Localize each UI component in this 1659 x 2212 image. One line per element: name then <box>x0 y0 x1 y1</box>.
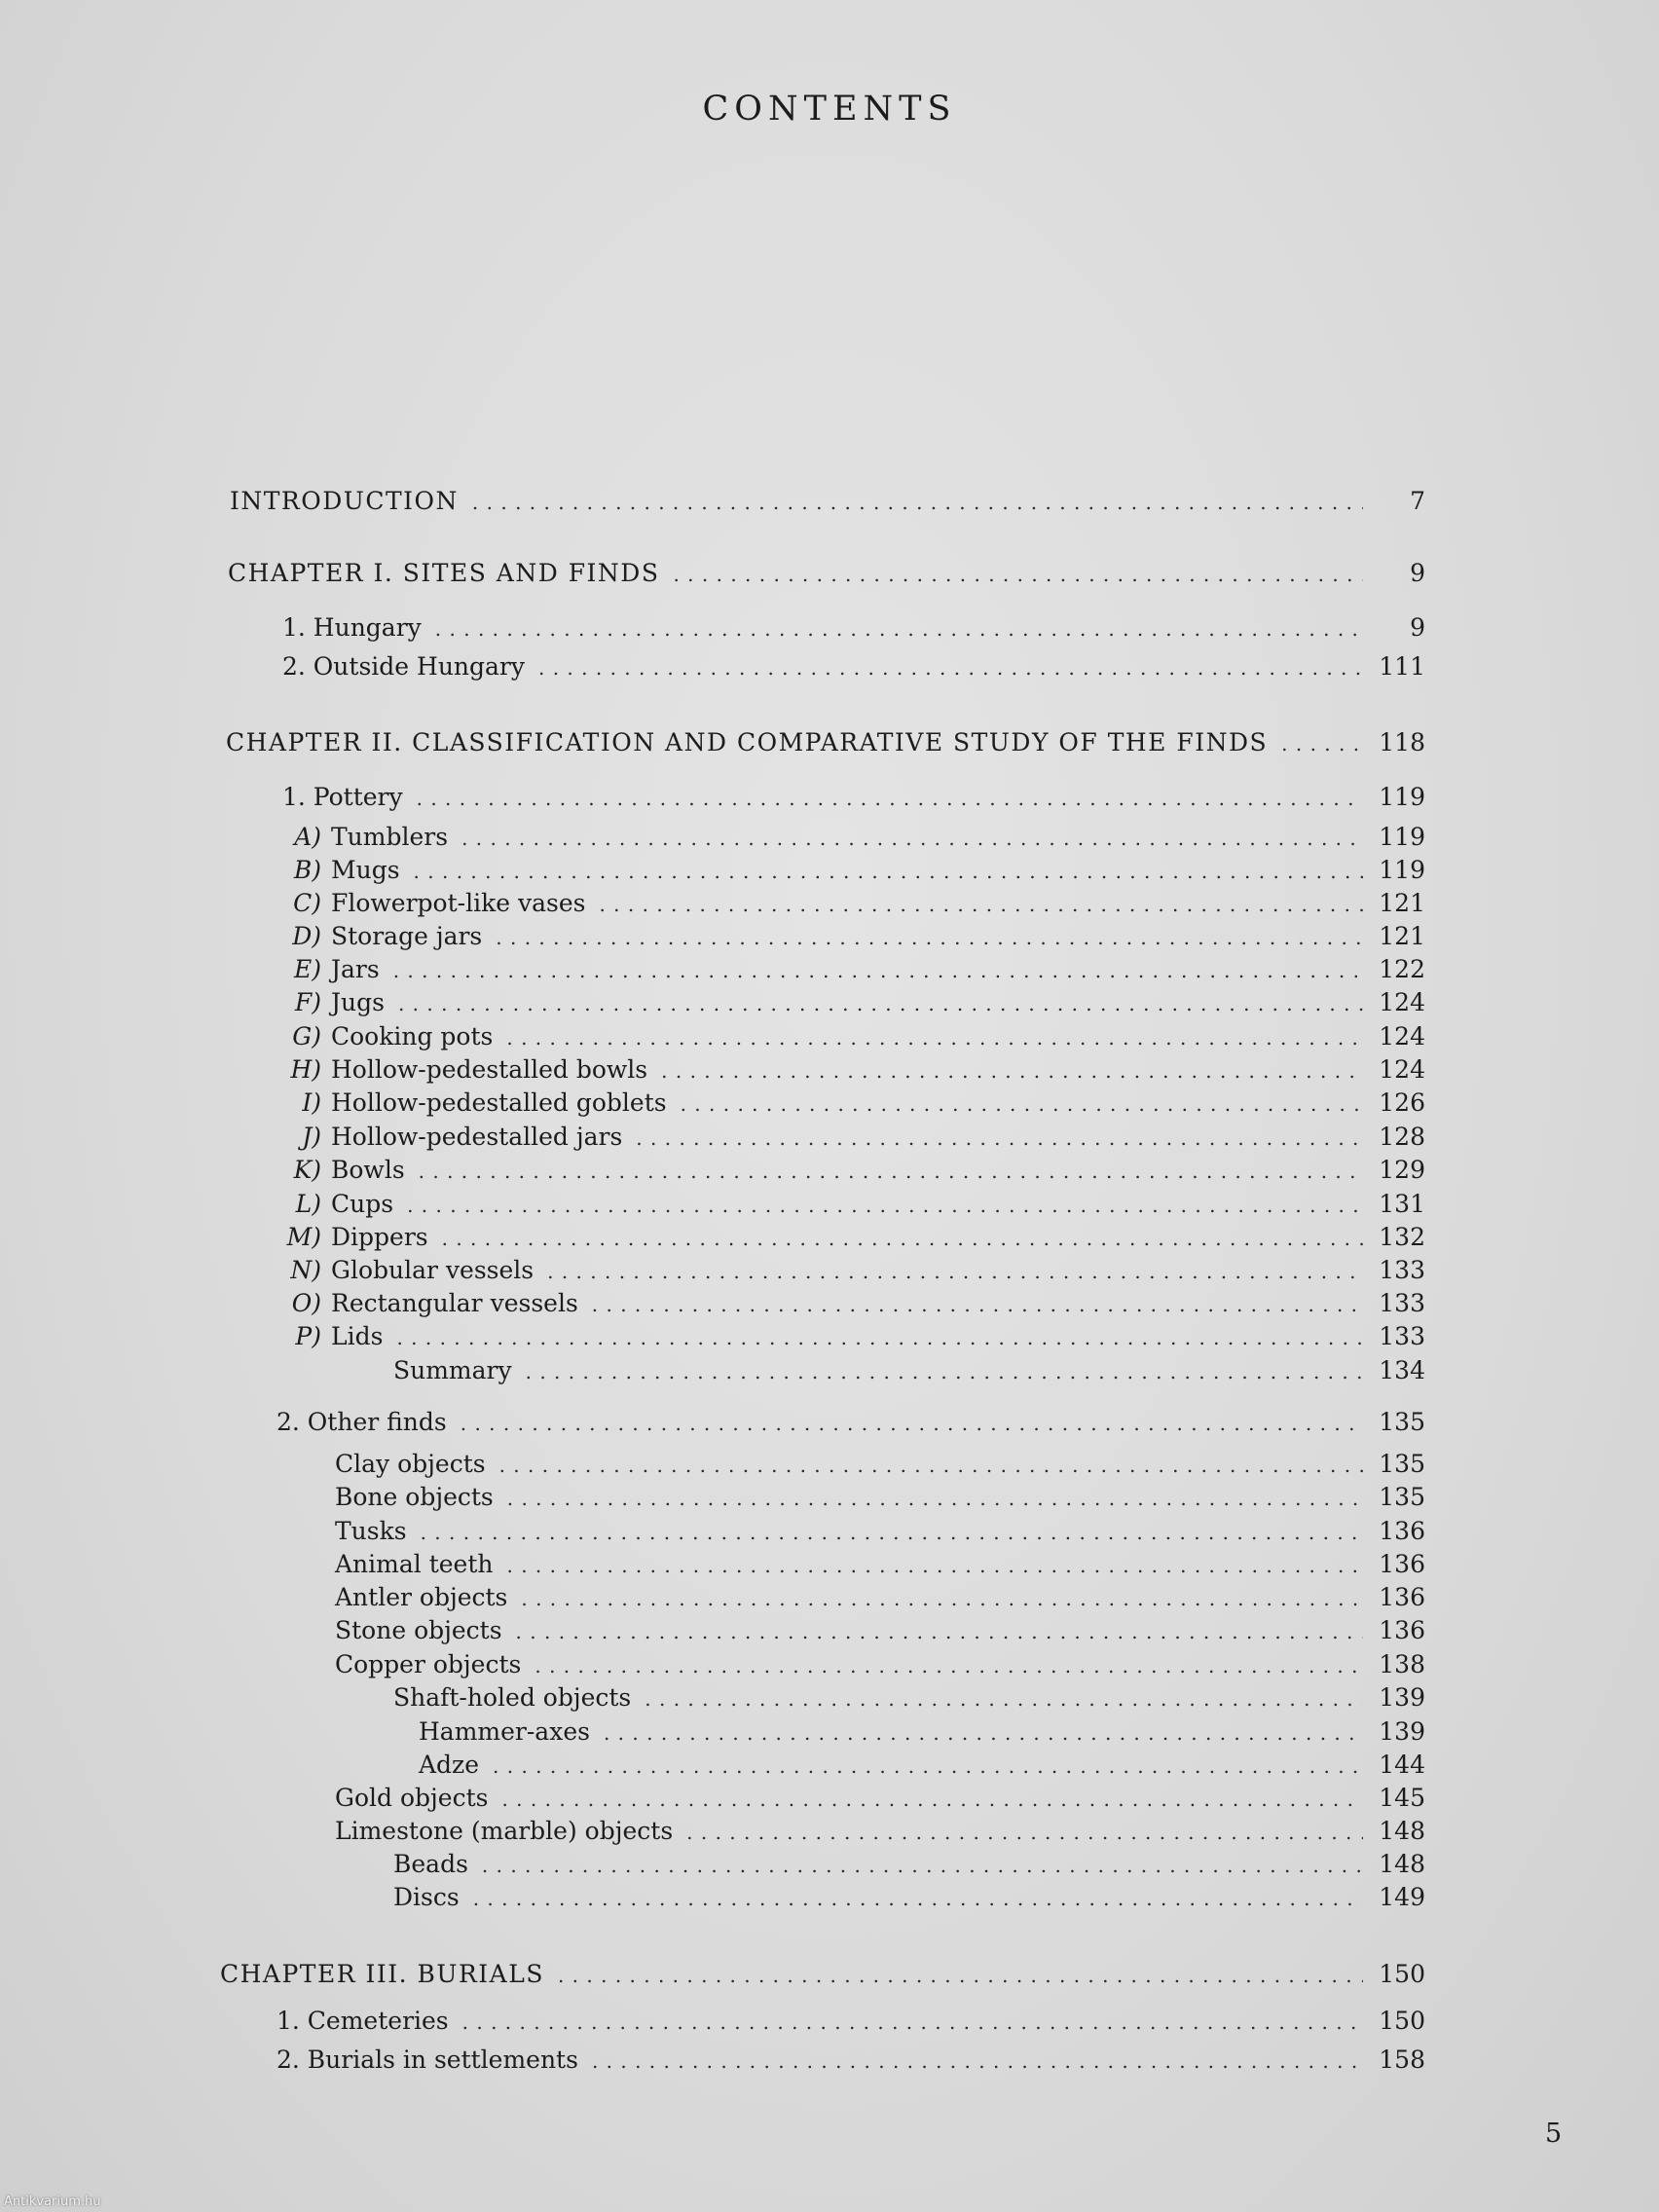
toc-chapter-entry <box>228 559 1425 594</box>
toc-entry-letter: O) <box>291 1289 321 1317</box>
toc-entry-title: Bowls <box>331 1156 405 1184</box>
toc-entry <box>273 856 1425 891</box>
toc-entry <box>282 613 1425 648</box>
dot-leader <box>538 656 1363 680</box>
dot-leader <box>461 827 1363 850</box>
toc-entry-page: 139 <box>1379 1683 1425 1712</box>
toc-entry <box>276 2046 1425 2081</box>
toc-entry-title: CHAPTER II. CLASSIFICATION AND COMPARATIVE STUDY OF THE FINDS <box>226 728 1269 756</box>
toc-entry <box>273 823 1425 858</box>
toc-entry-title: 2. Outside Hungary <box>282 652 525 681</box>
toc-entry-title: 2. Burials in settlements <box>276 2046 578 2074</box>
toc-entry <box>282 783 1425 818</box>
dot-leader <box>398 992 1363 1015</box>
dot-leader <box>1281 732 1363 756</box>
dot-leader <box>462 2010 1363 2034</box>
toc-entry-letter: C) <box>293 889 321 917</box>
toc-entry <box>273 1322 1425 1357</box>
dot-leader <box>393 959 1363 982</box>
dot-leader <box>507 1487 1363 1510</box>
toc-entry-letter: F) <box>294 988 321 1016</box>
toc-entry-letter: I) <box>302 1088 321 1117</box>
toc-entry-page: 121 <box>1379 889 1425 917</box>
toc-entry-letter: E) <box>293 955 321 983</box>
toc-entry <box>276 2007 1425 2042</box>
toc-entry <box>273 1088 1425 1124</box>
dot-leader <box>535 1654 1363 1677</box>
toc-entry-title: Antler objects <box>335 1583 508 1611</box>
toc-entry <box>273 1289 1425 1324</box>
dot-leader <box>419 1160 1363 1183</box>
toc-entry-letter: L) <box>295 1190 321 1218</box>
dot-leader <box>547 1260 1363 1283</box>
toc-entry-title: Hammer-axes <box>419 1717 590 1746</box>
dot-leader <box>506 1026 1363 1050</box>
toc-entry-page: 9 <box>1410 559 1425 587</box>
dot-leader <box>526 1360 1363 1383</box>
toc-entry-title: Gold objects <box>335 1784 489 1812</box>
toc-entry <box>393 1850 1425 1885</box>
toc-entry-title: Animal teeth <box>335 1550 494 1578</box>
toc-entry-page: 136 <box>1379 1583 1425 1611</box>
toc-entry <box>273 1156 1425 1191</box>
dot-leader <box>496 926 1363 949</box>
dot-leader <box>417 787 1363 810</box>
toc-entry-letter: J) <box>302 1123 321 1151</box>
dot-leader <box>516 1620 1363 1643</box>
toc-entry-letter: G) <box>292 1022 321 1051</box>
dot-leader <box>507 1554 1364 1577</box>
toc-entry-title: Globular vessels <box>331 1256 535 1284</box>
toc-entry-page: 111 <box>1379 652 1425 681</box>
toc-entry <box>335 1583 1425 1618</box>
toc-entry-title: 1. Pottery <box>282 783 403 811</box>
dot-leader <box>686 1821 1363 1844</box>
dot-leader <box>521 1587 1363 1610</box>
toc-entry-page: 133 <box>1379 1289 1425 1317</box>
toc-entry-page: 136 <box>1379 1550 1425 1578</box>
toc-entry <box>393 1683 1425 1718</box>
toc-entry-page: 134 <box>1379 1356 1425 1384</box>
toc-entry-page: 135 <box>1379 1408 1425 1436</box>
dot-leader <box>604 1721 1363 1745</box>
toc-entry-title: Rectangular vessels <box>331 1289 578 1317</box>
toc-entry-title: 2. Other finds <box>276 1408 447 1436</box>
dot-leader <box>493 1754 1363 1778</box>
toc-entry-title: Tumblers <box>331 823 449 851</box>
toc-entry <box>273 1055 1425 1090</box>
toc-entry <box>335 1817 1425 1852</box>
toc-entry-page: 150 <box>1379 2007 1425 2035</box>
dot-leader <box>599 893 1363 916</box>
toc-entry <box>393 1356 1425 1391</box>
toc-entry-title: Limestone (marble) objects <box>335 1817 674 1845</box>
toc-entry-title: CHAPTER I. SITES AND FINDS <box>228 559 660 587</box>
toc-entry <box>335 1784 1425 1819</box>
toc-entry-page: 136 <box>1379 1616 1425 1644</box>
toc-entry-page: 118 <box>1379 728 1425 756</box>
toc-entry-title: Cooking pots <box>331 1022 494 1051</box>
toc-entry-page: 132 <box>1379 1223 1425 1251</box>
dot-leader <box>442 1227 1363 1250</box>
toc-chapter-entry <box>230 487 1425 522</box>
toc-entry-page: 148 <box>1379 1817 1425 1845</box>
toc-entry <box>335 1550 1425 1585</box>
toc-entry-letter: H) <box>290 1055 321 1084</box>
toc-entry-letter: M) <box>286 1223 321 1251</box>
toc-entry-letter: D) <box>292 922 321 950</box>
dot-leader <box>661 1059 1363 1083</box>
toc-entry-title: Hollow-pedestalled jars <box>331 1123 623 1151</box>
toc-entry-title: Tusks <box>335 1517 407 1545</box>
toc-entry-page: 150 <box>1379 1960 1425 1988</box>
toc-entry-page: 145 <box>1379 1784 1425 1812</box>
toc-entry-page: 135 <box>1379 1483 1425 1511</box>
toc-entry-title: Copper objects <box>335 1650 522 1678</box>
toc-entry-title: Discs <box>393 1883 460 1911</box>
toc-entry-page: 158 <box>1379 2046 1425 2074</box>
toc-entry <box>335 1650 1425 1685</box>
toc-chapter-entry <box>226 728 1425 763</box>
toc-entry-title: Summary <box>393 1356 512 1384</box>
toc-entry-page: 124 <box>1379 1022 1425 1051</box>
toc-entry-letter: B) <box>293 856 321 884</box>
toc-entry-title: Dippers <box>331 1223 428 1251</box>
toc-entry-page: 122 <box>1379 955 1425 983</box>
dot-leader <box>473 1887 1363 1910</box>
toc-entry-page: 133 <box>1379 1322 1425 1350</box>
toc-entry-letter: A) <box>294 823 321 851</box>
toc-entry-title: Lids <box>331 1322 384 1350</box>
toc-entry-title: INTRODUCTION <box>230 487 459 515</box>
toc-entry-title: 1. Cemeteries <box>276 2007 449 2035</box>
toc-entry-page: 144 <box>1379 1751 1425 1779</box>
toc-entry-page: 133 <box>1379 1256 1425 1284</box>
toc-entry <box>335 1450 1425 1485</box>
toc-entry-title: 1. Hungary <box>282 613 422 642</box>
dot-leader <box>592 2049 1363 2073</box>
toc-entry <box>273 1223 1425 1258</box>
toc-entry-page: 138 <box>1379 1650 1425 1678</box>
dot-leader <box>636 1126 1363 1150</box>
dot-leader <box>592 1293 1363 1316</box>
toc-entry-page: 126 <box>1379 1088 1425 1117</box>
toc-entry-page: 124 <box>1379 988 1425 1016</box>
dot-leader <box>421 1521 1363 1544</box>
toc-entry <box>419 1751 1425 1786</box>
toc-entry-page: 149 <box>1379 1883 1425 1911</box>
toc-entry-title: Jars <box>331 955 380 983</box>
toc-entry <box>273 1123 1425 1158</box>
dot-leader <box>435 617 1363 641</box>
dot-leader <box>558 1964 1363 1987</box>
toc-entry <box>273 922 1425 957</box>
toc-entry-page: 135 <box>1379 1450 1425 1478</box>
dot-leader <box>407 1194 1363 1217</box>
dot-leader <box>414 860 1363 883</box>
toc-entry-letter: P) <box>295 1322 321 1350</box>
toc-entry <box>273 955 1425 990</box>
toc-entry-page: 131 <box>1379 1190 1425 1218</box>
toc-entry-title: Adze <box>419 1751 480 1779</box>
toc-entry <box>276 1408 1425 1443</box>
toc-entry-page: 128 <box>1379 1123 1425 1151</box>
dot-leader <box>673 563 1363 586</box>
toc-entry <box>335 1616 1425 1651</box>
dot-leader <box>645 1687 1363 1711</box>
toc-entry <box>335 1483 1425 1518</box>
dot-leader <box>396 1326 1363 1349</box>
toc-entry-title: Shaft-holed objects <box>393 1683 632 1712</box>
toc-entry-title: Stone objects <box>335 1616 502 1644</box>
toc-entry-title: Clay objects <box>335 1450 486 1478</box>
dot-leader <box>681 1092 1363 1116</box>
toc-chapter-entry <box>220 1960 1425 1995</box>
toc-entry-title: Bone objects <box>335 1483 494 1511</box>
toc-entry <box>273 1022 1425 1057</box>
toc-entry-page: 9 <box>1410 613 1425 642</box>
toc-entry <box>273 988 1425 1023</box>
page-number: 5 <box>1545 2119 1563 2149</box>
toc-entry <box>393 1883 1425 1918</box>
toc-entry-page: 119 <box>1379 783 1425 811</box>
toc-entry-page: 7 <box>1410 487 1425 515</box>
toc-entry-letter: N) <box>290 1256 321 1284</box>
dot-leader <box>499 1454 1363 1477</box>
watermark-text: Antikvarium.hu <box>4 2194 101 2209</box>
toc-entry-title: Flowerpot-like vases <box>331 889 586 917</box>
toc-entry-title: CHAPTER III. BURIALS <box>220 1960 544 1988</box>
toc-entry-title: Hollow-pedestalled bowls <box>331 1055 648 1084</box>
toc-entry-page: 121 <box>1379 922 1425 950</box>
toc-entry-page: 119 <box>1379 823 1425 851</box>
toc-entry-title: Jugs <box>331 988 385 1016</box>
toc-entry-title: Hollow-pedestalled goblets <box>331 1088 667 1117</box>
contents-heading: CONTENTS <box>702 90 957 129</box>
toc-entry-page: 129 <box>1379 1156 1425 1184</box>
toc-entry-title: Cups <box>331 1190 394 1218</box>
toc-entry <box>335 1517 1425 1552</box>
toc-entry-title: Mugs <box>331 856 400 884</box>
toc-entry <box>282 652 1425 687</box>
toc-entry-page: 124 <box>1379 1055 1425 1084</box>
toc-entry-page: 119 <box>1379 856 1425 884</box>
toc-entry <box>273 1190 1425 1225</box>
toc-entry <box>419 1717 1425 1752</box>
toc-entry-page: 139 <box>1379 1717 1425 1746</box>
toc-entry-page: 148 <box>1379 1850 1425 1878</box>
toc-entry-page: 136 <box>1379 1517 1425 1545</box>
toc-entry <box>273 1256 1425 1291</box>
dot-leader <box>472 491 1363 514</box>
toc-entry-title: Beads <box>393 1850 468 1878</box>
toc-entry <box>273 889 1425 924</box>
dot-leader <box>461 1412 1363 1435</box>
toc-entry-title: Storage jars <box>331 922 483 950</box>
dot-leader <box>501 1788 1363 1811</box>
dot-leader <box>482 1854 1363 1877</box>
toc-entry-letter: K) <box>293 1156 321 1184</box>
